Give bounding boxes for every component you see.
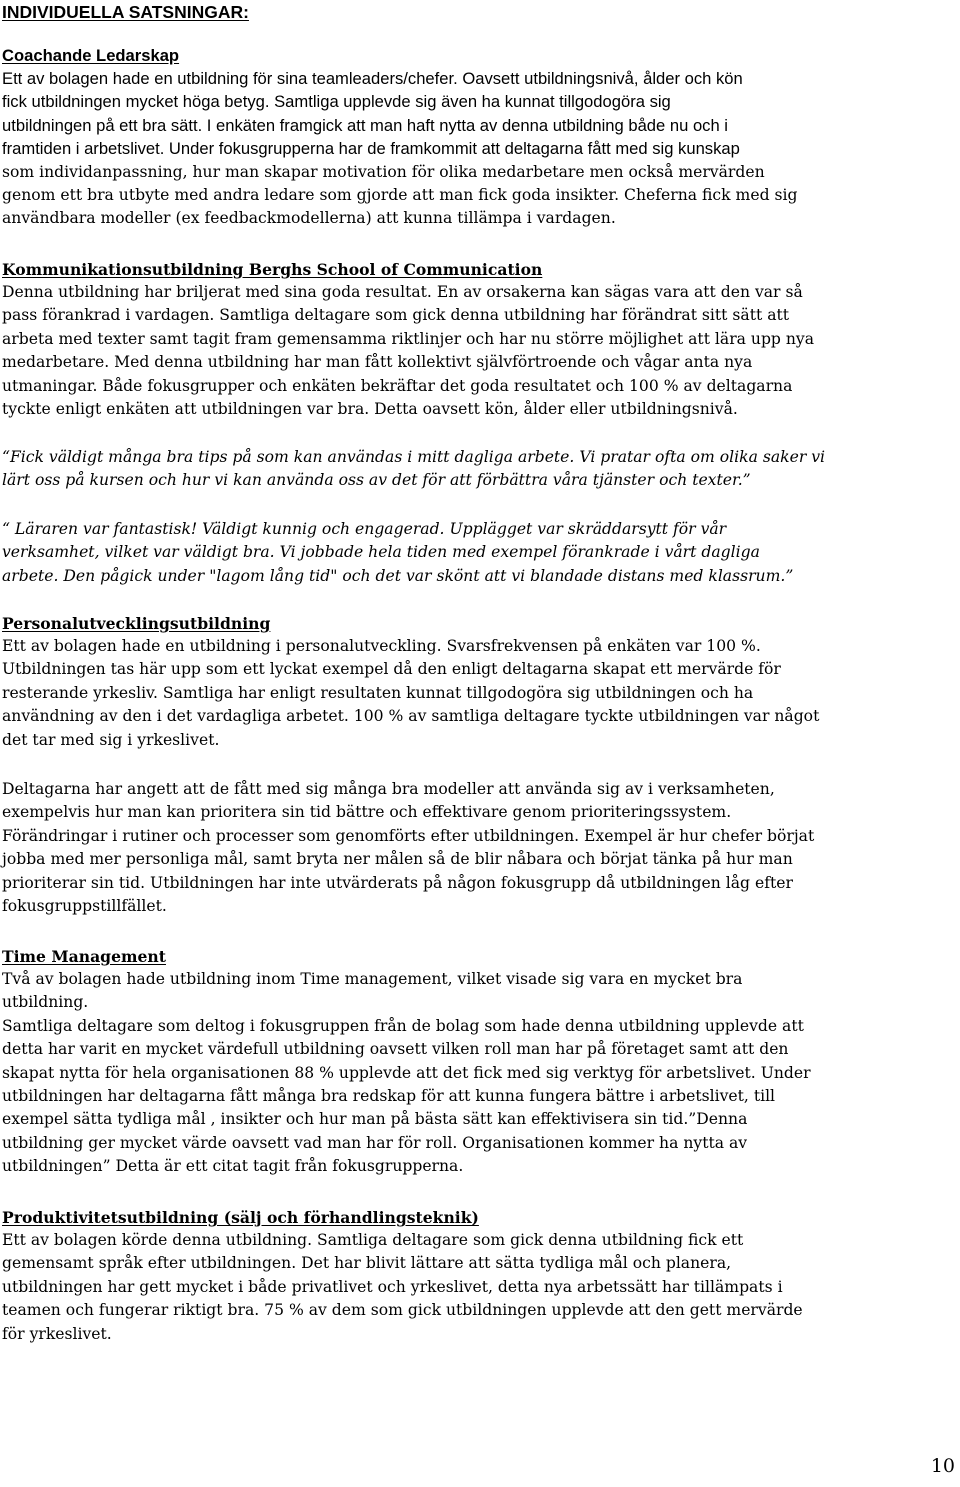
quote-line: lärt oss på kursen och hur vi kan använda oss av det för att förbättra våra tjänster och texter.” [2,471,751,490]
quote-line: “ Läraren var fantastisk! Väldigt kunnig och engagerad. Upplägget var skräddarsytt för vår [2,520,727,538]
body-line: Samtliga deltagare som deltog i fokusgruppen från de bolag som hade denna utbildning upplevde att [2,1016,804,1035]
body-line: tyckte enligt enkäten att utbildningen var bra. Detta oavsett kön, ålder eller utbildningsnivå. [2,399,738,418]
body-line: utbildningen har gett mycket i både privatlivet och yrkeslivet, detta nya arbetssätt har tillämpats i [2,1277,783,1296]
body-line: för yrkeslivet. [2,1324,112,1343]
body-line: skapat nytta för hela organisationen 88 % upplevde att det fick med sig verktyg för arbetslivet. Under [2,1063,811,1082]
body-line: jobba med mer personliga mål, samt bryta ner målen så de blir nåbara och börjat tänka på hur man [2,850,793,869]
body-line: utbildningen har deltagarna fått många bra redskap för att kunna fungera bättre i arbetslivet, till [2,1086,776,1105]
section-body-kommunikationsutbildning [2,281,814,421]
section-title-time-management: Time Management [2,947,166,966]
body-line: Två av bolagen hade utbildning inom Time management, vilket visade sig vara en mycket bra [2,970,743,988]
body-line: Denna utbildning har briljerat med sina goda resultat. En av orsakerna kan sägas vara att den var så [2,283,803,301]
section-title-kommunikationsutbildning: Kommunikationsutbildning Berghs School of Communication [2,260,543,279]
body-line: det tar med sig i yrkeslivet. [2,730,220,749]
body-line: Förändringar i rutiner och processer som genomförts efter utbildningen. Exempel är hur chefer börjat [2,826,815,845]
body-line: fick utbildningen mycket höga betyg. Samtliga upplevde sig även ha kunnat tillgodogöra sig [2,92,671,112]
section-body-coachande-ledarskap [2,67,797,231]
quote-block [2,518,793,588]
body-line: som individanpassning, hur man skapar motivation för olika medarbetare men också mervärden [2,162,765,181]
section-body-personalutvecklingsutbildning-paragraph-2 [2,778,814,918]
page-number: 10 [930,1455,955,1477]
section-title-produktivitetsutbildning: Produktivitetsutbildning (sälj och förhandlingsteknik) [2,1208,479,1227]
body-line: pass förankrad i vardagen. Samtliga deltagare som gick denna utbildning har förändrat sitt sätt att [2,306,790,325]
quote-line: “Fick väldigt många bra tips på som kan användas i mitt dagliga arbete. Vi pratar ofta om olika saker vi [2,448,826,466]
document-heading: INDIVIDUELLA SATSNINGAR: [2,2,249,22]
quote-block [2,446,825,493]
body-line: teamen och fungerar riktigt bra. 75 % av dem som gick utbildningen upplevde att den gett mervärde [2,1301,803,1320]
body-line: Ett av bolagen hade en utbildning för sina teamleaders/chefer. Oavsett utbildningsnivå, ålder och kön [2,69,743,88]
section-title-coachande-ledarskap: Coachande Ledarskap [2,46,180,65]
body-line: utbildning ger mycket värde oavsett vad man har för roll. Organisationen kommer ha nytta av [2,1133,748,1152]
body-line: Utbildningen tas här upp som ett lyckat exempel då den enligt deltagarna skapat ett mervärde för [2,660,781,679]
body-line: Deltagarna har angett att de fått med sig många bra modeller att använda sig av i verksamheten, [2,780,775,798]
body-line: användning av den i det vardagliga arbetet. 100 % av samtliga deltagare tyckte utbildningen var något [2,707,820,726]
body-line: Ett av bolagen hade en utbildning i personalutveckling. Svarsfrekvensen på enkäten var 100 %. [2,637,761,655]
body-line: utbildningen på ett bra sätt. I enkäten framgick att man haft nytta av denna utbildning både nu och i [2,115,728,135]
section-body-personalutvecklingsutbildning [2,635,819,752]
body-line: utmaningar. Både fokusgrupper och enkäten bekräftar det goda resultatet och 100 % av deltagarna [2,376,793,395]
quote-line: arbete. Den pågick under "lagom lång tid" och det var skönt att vi blandade distans med klassrum.” [2,566,794,585]
body-line: resterande yrkesliv. Samtliga har enligt resultaten kunnat tillgodogöra sig utbildningen och ha [2,683,754,702]
body-line: detta har varit en mycket värdefull utbildning oavsett vilken roll man har på företaget samt att den [2,1040,789,1059]
body-line: arbeta med texter samt tagit fram gemensamma riktlinjer och har nu större möjlighet att lära upp nya [2,329,815,348]
body-line: utbildningen” Detta är ett citat tagit från fokusgrupperna. [2,1157,464,1176]
body-line: framtiden i arbetslivet. Under fokusgrupperna har de framkommit att deltagarna fått med sig kunskap [2,139,740,159]
body-line: fokusgruppstillfället. [2,896,167,915]
body-line: genom ett bra utbyte med andra ledare som gjorde att man fick goda insikter. Cheferna fick med sig [2,185,798,204]
section-body-time-management [2,968,811,1179]
body-line: exempel sätta tydliga mål , insikter och hur man på bästa sätt kan effektivisera sin tid.”Denna [2,1110,748,1129]
body-line: gemensamt språk efter utbildningen. Det har blivit lättare att sätta tydliga mål och planera, [2,1254,732,1273]
section-title-personalutvecklingsutbildning: Personalutvecklingsutbildning [2,614,271,633]
body-line: användbara modeller (ex feedbackmodellerna) att kunna tillämpa i vardagen. [2,209,616,228]
body-line: utbildning. [2,993,89,1012]
section-body-produktivitetsutbildning [2,1229,803,1346]
quote-line: verksamhet, vilket var väldigt bra. Vi jobbade hela tiden med exempel förankrade i vårt dagliga [2,543,760,562]
body-line: Ett av bolagen körde denna utbildning. Samtliga deltagare som gick denna utbildning fick ett [2,1231,744,1249]
body-line: prioriterar sin tid. Utbildningen har inte utvärderats på någon fokusgrupp då utbildningen låg efter [2,873,793,892]
body-line: medarbetare. Med denna utbildning har man fått kollektivt självförtroende och vågar anta nya [2,353,753,372]
body-line: exempelvis hur man kan prioritera sin tid bättre och effektivare genom prioriteringssystem. [2,803,732,822]
